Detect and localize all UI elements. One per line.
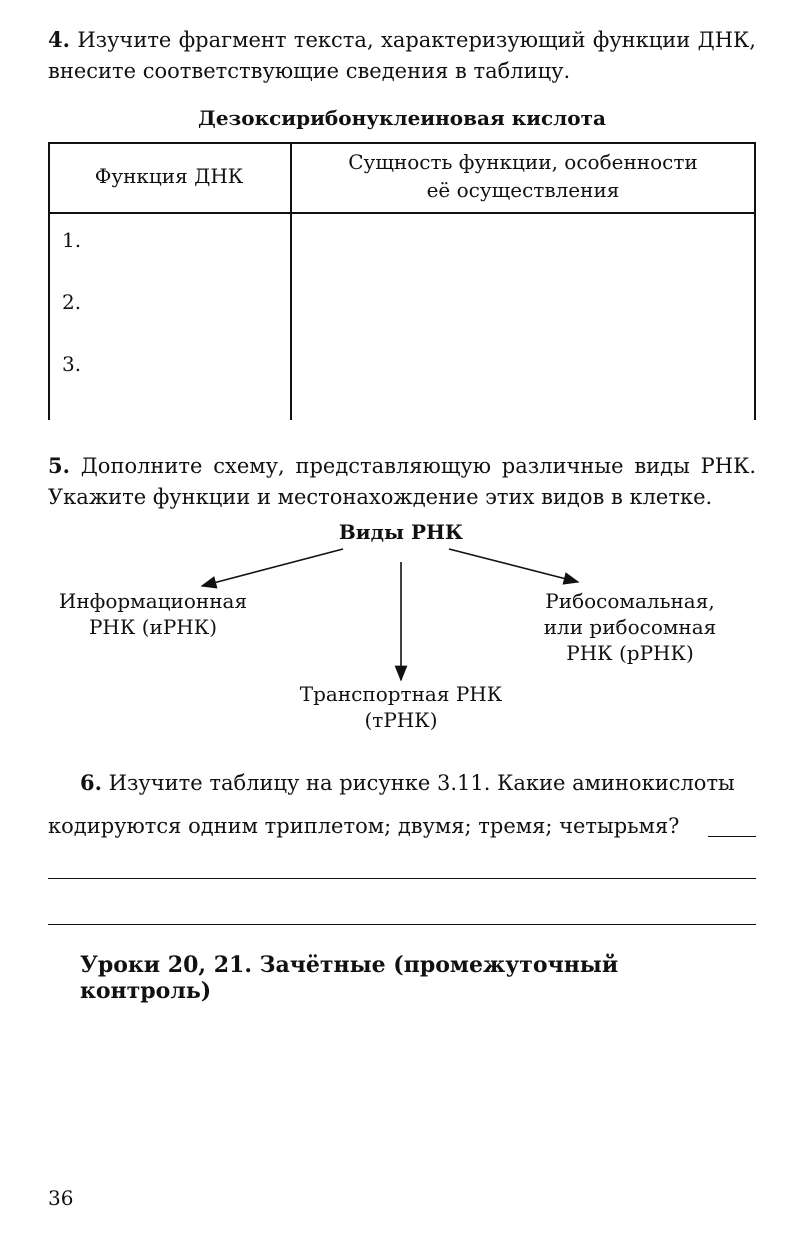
diagram-trna-label xyxy=(270,681,532,733)
diagram-rrna-line1: Рибосомальная, xyxy=(545,589,715,613)
diagram-mrna-line1: Информационная xyxy=(58,589,248,613)
diagram-rrna-line2: или рибосомная xyxy=(543,615,717,639)
arrow-to-mrna xyxy=(202,549,343,586)
diagram-root-label: Виды РНК xyxy=(338,520,464,544)
table-row-2-number: 2. xyxy=(62,290,82,314)
diagram-mrna-label xyxy=(40,588,266,640)
diagram-rrna-label xyxy=(520,588,740,666)
task-6-line-2 xyxy=(48,814,756,838)
table-row-3-number: 3. xyxy=(62,352,82,376)
answer-line-inline[interactable] xyxy=(708,836,756,837)
task-6-number: 6. xyxy=(80,770,102,795)
task-6-text-1: Изучите таблицу на рисунке 3.11. Какие аминокислоты xyxy=(108,771,735,795)
table-header-essence-line2: её осуществления xyxy=(426,178,620,202)
arrow-to-rrna xyxy=(449,549,578,582)
table-row-1-number: 1. xyxy=(62,228,82,252)
table-header-function: Функция ДНК xyxy=(94,164,244,188)
table-title: Дезоксирибонуклеиновая кислота xyxy=(198,106,606,130)
task-4-text: Изучите фрагмент текста, характеризующий функции ДНК, внесите соответствующие сведения в таблицу. xyxy=(48,28,756,83)
page-number: 36 xyxy=(48,1186,74,1210)
diagram-mrna-line2: РНК (иРНК) xyxy=(88,615,218,639)
diagram-trna-line2: (тРНК) xyxy=(364,708,438,732)
task-4-number: 4. xyxy=(48,27,70,52)
lesson-title: Уроки 20, 21. Зачётные (промежуточный контроль) xyxy=(80,952,619,1004)
task-5-number: 5. xyxy=(48,453,70,478)
diagram-trna-line1: Транспортная РНК xyxy=(299,682,503,706)
answer-line-1[interactable] xyxy=(48,878,756,879)
table-header-essence-line1: Сущность функции, особенности xyxy=(348,150,698,174)
task-6-line-1 xyxy=(80,770,756,795)
task-5-text: Дополните схему, представляющую различные виды РНК. Укажите функции и местонахождение этих видов в клетке. xyxy=(48,454,756,509)
answer-line-2[interactable] xyxy=(48,924,756,925)
task-6-text-2: кодируются одним триплетом; двумя; тремя; четырьмя? xyxy=(48,814,680,838)
diagram-rrna-line3: РНК (рРНК) xyxy=(566,641,694,665)
